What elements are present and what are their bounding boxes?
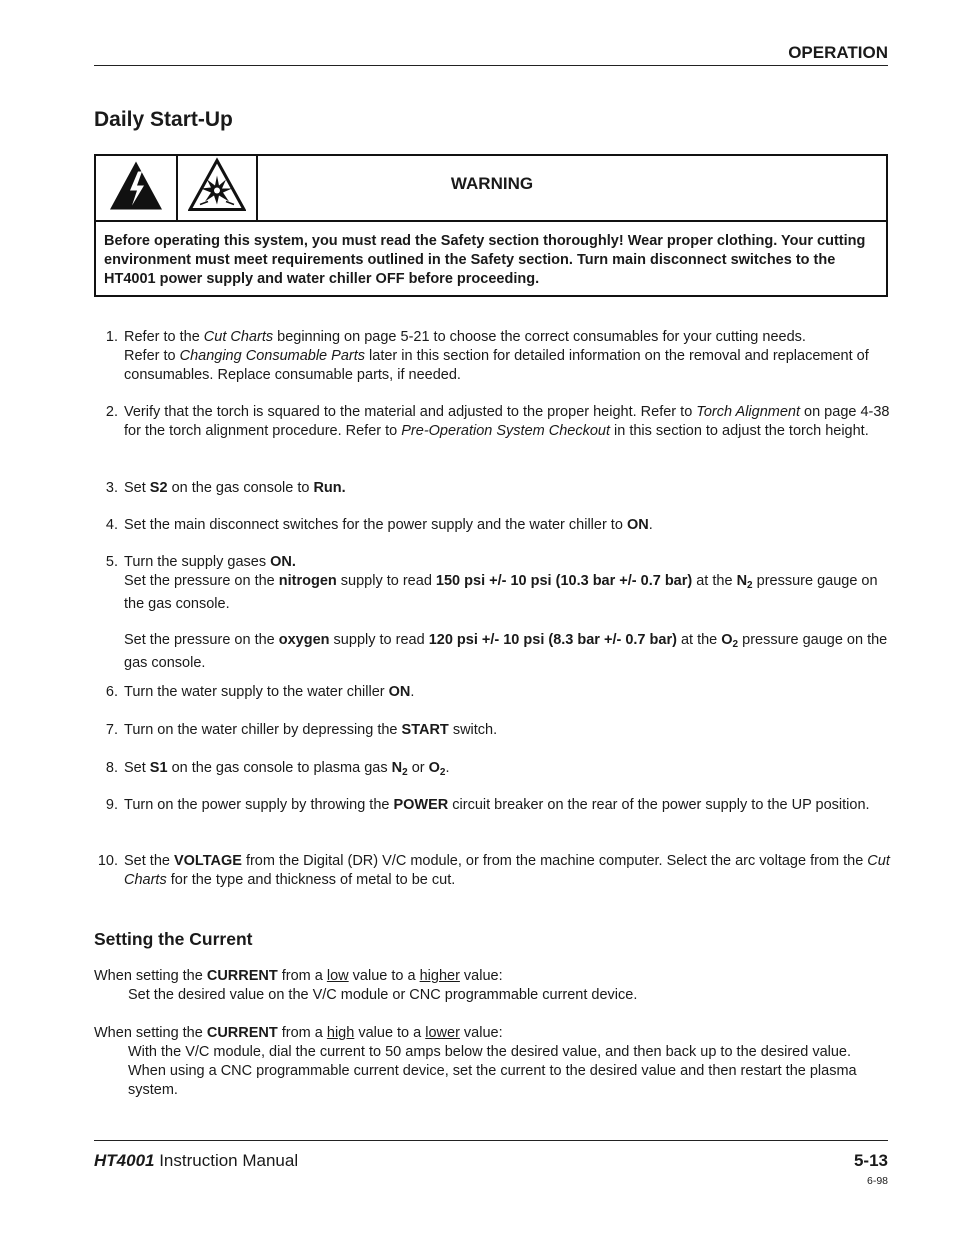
text-run: ON. — [270, 554, 296, 570]
text-run: N — [391, 760, 403, 776]
step-text — [124, 759, 894, 782]
text-run: oxygen — [278, 632, 330, 648]
text-run: at the — [676, 632, 722, 648]
text-run: on the gas console to plasma gas — [167, 760, 392, 776]
current-paragraph — [94, 967, 894, 1005]
section-header: OPERATION — [788, 43, 888, 62]
step-text — [124, 796, 894, 815]
step-item — [94, 759, 894, 782]
text-run: switch. — [448, 722, 498, 738]
text-run: from a — [277, 1025, 327, 1041]
text-run: value: — [459, 1025, 503, 1041]
step-number: 8. — [105, 760, 118, 776]
text-run: Set the pressure on the — [124, 573, 279, 589]
step-text — [124, 553, 894, 673]
step-item — [94, 721, 894, 740]
page-number: 5-13 — [853, 1151, 888, 1170]
text-run: Turn the supply gases — [124, 554, 271, 570]
text-run: Turn on the power supply by throwing the — [124, 797, 394, 813]
text-run: Turn the water supply to the water chiller — [124, 684, 389, 700]
text-run: ON — [626, 517, 649, 533]
text-run: Pre-Operation System Checkout — [401, 423, 610, 439]
text-run: pressure gauge on the gas console. — [124, 632, 888, 671]
text-run: pressure gauge on the gas console. — [124, 573, 878, 612]
text-run: 2 — [747, 580, 753, 591]
step-number: 4. — [105, 517, 118, 533]
text-run: Run. — [313, 480, 346, 496]
warning-box — [94, 154, 888, 297]
step-number: 9. — [105, 797, 118, 813]
text-run: value: — [459, 968, 503, 984]
text-run: 2 — [732, 639, 739, 650]
text-run: O — [721, 632, 733, 648]
text-run: Set — [124, 760, 150, 776]
paragraph-gap — [124, 614, 894, 631]
text-run: value to a — [354, 1025, 426, 1041]
warning-icon-cell-1 — [96, 156, 178, 220]
text-run: CURRENT — [206, 968, 278, 984]
text-run: 150 psi +/- 10 psi (10.3 bar +/- 0.7 bar) — [435, 573, 693, 589]
step-item — [94, 852, 894, 890]
text-run: Set the main disconnect switches for the power supply and the water chiller to — [124, 517, 627, 533]
step-text — [124, 403, 894, 441]
text-run: Refer to — [124, 348, 180, 364]
text-run: from a — [277, 968, 327, 984]
text-run: N — [736, 573, 748, 589]
text-run: 2 — [439, 767, 446, 778]
footer-divider — [94, 1140, 888, 1141]
text-run: CURRENT — [206, 1025, 278, 1041]
text-run: beginning on page 5-21 to choose the correct consumables for your cutting needs. — [273, 329, 806, 345]
text-run: Set the — [124, 853, 174, 869]
text-run: from the Digital (DR) V/C module, or from the machine computer. Select the arc voltage from the — [241, 853, 868, 869]
text-run: low — [326, 968, 349, 984]
step-text — [124, 852, 894, 890]
text-run: START — [401, 722, 449, 738]
page-title: Daily Start-Up — [94, 108, 233, 131]
text-run: POWER — [393, 797, 449, 813]
text-run: on the gas console to — [167, 480, 314, 496]
warning-body: Before operating this system, you must read the Safety section thoroughly! Wear proper clothing. Your cutting environment must meet requirements outlined in the Safety section. Turn main disconnect switches to the HT4001 power supply and water chiller OFF before proceeding. — [104, 233, 866, 287]
text-run: Changing Consumable Parts — [179, 348, 365, 364]
warning-divider — [96, 220, 886, 222]
explosion-icon — [188, 158, 246, 219]
text-run: higher — [419, 968, 460, 984]
text-run: nitrogen — [278, 573, 337, 589]
step-text — [124, 479, 894, 498]
text-run: in this section to adjust the torch height. — [610, 423, 869, 439]
header-divider — [94, 65, 888, 66]
text-run: at the — [692, 573, 737, 589]
text-run: Cut Charts — [203, 329, 274, 345]
text-run: . — [648, 517, 653, 533]
text-run: O — [428, 760, 440, 776]
electric-shock-icon — [108, 158, 164, 219]
step-text — [124, 683, 894, 702]
text-run: VOLTAGE — [173, 853, 242, 869]
step-number: 5. — [105, 554, 118, 570]
text-run: Turn on the water chiller by depressing the — [124, 722, 402, 738]
text-run: Refer to the — [124, 329, 204, 345]
text-run: Set the desired value on the V/C module or CNC programmable current device. — [128, 987, 638, 1003]
subsection-title: Setting the Current — [94, 929, 253, 949]
warning-icon-cell-2 — [178, 156, 258, 220]
paragraph-line — [94, 1024, 894, 1043]
step-number: 3. — [105, 480, 118, 496]
text-run: Cut Charts — [124, 853, 890, 888]
text-run: With the V/C module, dial the current to 50 amps below the desired value, and then back up to the desired value. — [128, 1044, 852, 1060]
step-number: 10. — [97, 853, 118, 869]
text-run: lower — [425, 1025, 460, 1041]
step-number: 6. — [105, 684, 118, 700]
paragraph-line — [94, 1043, 894, 1062]
text-run: When setting the — [94, 968, 207, 984]
text-run: Set — [124, 480, 150, 496]
step-item — [94, 479, 894, 498]
text-run: . — [445, 760, 450, 776]
text-run: ON — [388, 684, 411, 700]
step-item — [94, 683, 894, 702]
text-run: When setting the — [94, 1025, 207, 1041]
text-run: value to a — [348, 968, 420, 984]
step-item — [94, 403, 894, 441]
warning-title: WARNING — [450, 174, 534, 193]
paragraph-line — [94, 1062, 894, 1100]
step-text — [124, 516, 894, 535]
paragraph-line — [94, 986, 894, 1005]
text-run: on page 4-38 for the torch alignment procedure. Refer to — [124, 404, 890, 439]
paragraph-line — [94, 967, 894, 986]
text-run: high — [326, 1025, 355, 1041]
text-run: S1 — [149, 760, 168, 776]
current-paragraph — [94, 1024, 894, 1100]
text-run: later in this section for detailed information on the removal and replacement of consumables. Replace consumable parts, if needed. — [124, 348, 869, 383]
step-number: 7. — [105, 722, 118, 738]
text-run: circuit breaker on the rear of the power supply to the UP position. — [448, 797, 870, 813]
step-item — [94, 516, 894, 535]
step-item — [94, 553, 894, 673]
step-text — [124, 721, 894, 740]
step-item — [94, 796, 894, 815]
revision-date: 6-98 — [866, 1175, 888, 1187]
text-run: . — [410, 684, 415, 700]
text-run: Verify that the torch is squared to the material and adjusted to the proper height. Refer to — [124, 404, 697, 420]
text-run: S2 — [149, 480, 168, 496]
text-run: Torch Alignment — [696, 404, 800, 420]
text-run: or — [407, 760, 429, 776]
footer-manual-title — [94, 1151, 298, 1171]
footer-manual-label: Instruction Manual — [154, 1151, 299, 1170]
text-run: When using a CNC programmable current device, set the current to the desired value and then restart the plasma system. — [128, 1063, 857, 1098]
text-run: 2 — [402, 767, 408, 778]
text-run: supply to read — [329, 632, 429, 648]
step-text — [124, 328, 894, 385]
footer-model: HT4001 — [94, 1151, 155, 1170]
text-run: for the type and thickness of metal to be cut. — [166, 872, 456, 888]
text-run: supply to read — [336, 573, 436, 589]
text-run: 120 psi +/- 10 psi (8.3 bar +/- 0.7 bar) — [428, 632, 677, 648]
text-run: Set the pressure on the — [124, 632, 279, 648]
step-number: 2. — [105, 404, 118, 420]
step-number: 1. — [105, 329, 118, 345]
step-item — [94, 328, 894, 385]
